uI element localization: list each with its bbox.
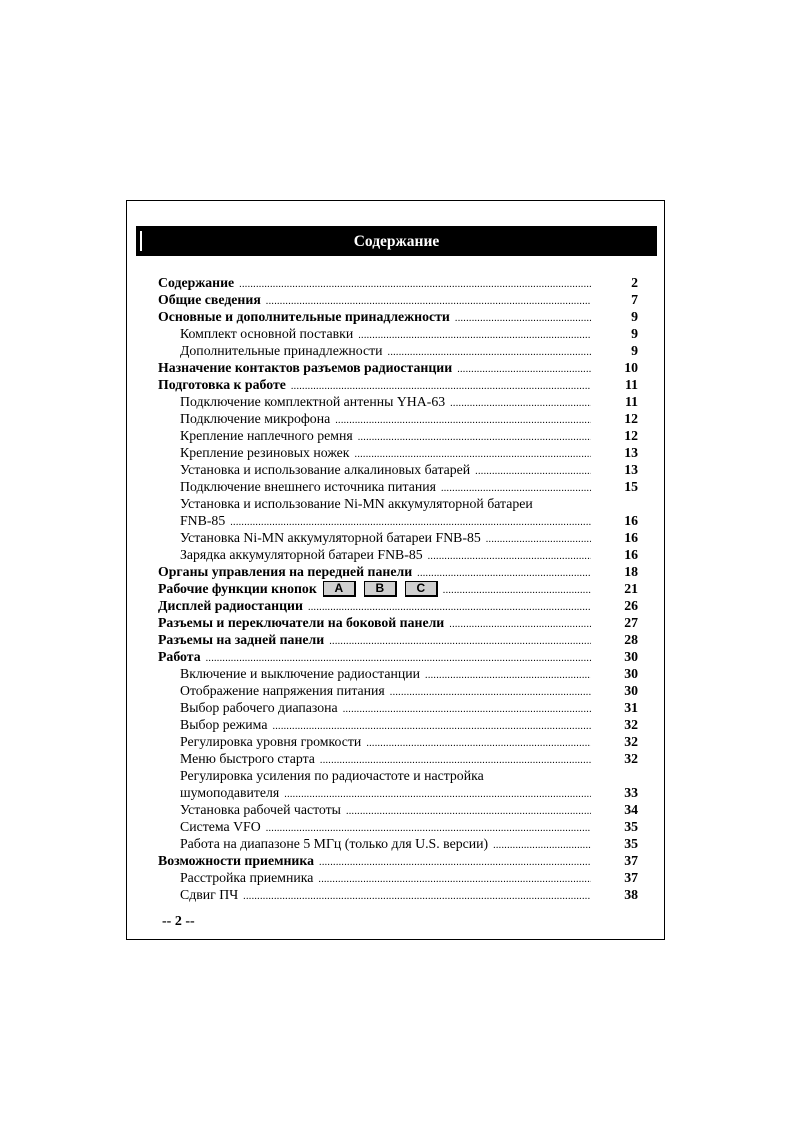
toc-entry-title: Зарядка аккумуляторной батареи FNB-85 [180, 547, 423, 562]
toc-entry-title: Подключение микрофона [180, 411, 331, 426]
toc-entry[interactable] [158, 682, 638, 699]
toc-entry-page-number: 37 [624, 853, 638, 868]
toc-entry[interactable] [158, 733, 638, 750]
toc-entry[interactable] [158, 342, 638, 359]
toc-entry-title: Основные и дополнительные принадлежности [158, 309, 450, 324]
toc-entry[interactable] [158, 648, 638, 665]
toc-entry-page-number: 13 [624, 445, 638, 460]
toc-entry-title: Расстройка приемника [180, 870, 314, 885]
toc-entry-title: Регулировка усиления по радиочастоте и настройка [180, 768, 484, 783]
toc-entry-title: Установка рабочей частоты [180, 802, 341, 817]
toc-entry[interactable] [158, 784, 638, 801]
toc-entry-page-number: 31 [624, 700, 638, 715]
toc-entry-title: Выбор режима [180, 717, 268, 732]
toc-entry[interactable] [158, 529, 638, 546]
toc-entry[interactable] [158, 801, 638, 818]
toc-entry-title: Подготовка к работе [158, 377, 286, 392]
toc-entry[interactable] [158, 767, 638, 784]
toc-entry-page-number: 32 [624, 734, 638, 749]
toc-entry-page-number: 9 [631, 309, 638, 324]
toc-entry-page-number: 12 [624, 428, 638, 443]
table-of-contents [158, 274, 638, 903]
toc-entry-title: Органы управления на передней панели [158, 564, 413, 579]
toc-entry[interactable] [158, 886, 638, 903]
toc-entry-title: Дисплей радиостанции [158, 598, 303, 613]
toc-entry-title: Установка и использование алкалиновых батарей [180, 462, 471, 477]
toc-entry[interactable] [158, 274, 638, 291]
toc-entry-page-number: 30 [624, 683, 638, 698]
toc-entry-page-number: 35 [624, 836, 638, 851]
toc-entry-page-number: 16 [624, 547, 638, 562]
page-number-footer: -- 2 -- [162, 914, 195, 929]
toc-entry[interactable] [158, 376, 638, 393]
toc-entry-title: Назначение контактов разъемов радиостанции [158, 360, 453, 375]
toc-entry[interactable] [158, 478, 638, 495]
toc-entry[interactable] [158, 308, 638, 325]
toc-entry[interactable] [158, 835, 638, 852]
toc-entry-title: Сдвиг ПЧ [180, 887, 239, 902]
toc-entry[interactable] [158, 818, 638, 835]
toc-entry[interactable] [158, 291, 638, 308]
toc-entry-page-number: 9 [631, 326, 638, 341]
toc-entry[interactable] [158, 750, 638, 767]
toc-entry[interactable] [158, 580, 638, 597]
toc-entry-title: Дополнительные принадлежности [180, 343, 383, 358]
toc-entry-page-number: 37 [624, 870, 638, 885]
toc-entry-title: Возможности приемника [158, 853, 315, 868]
toc-entry[interactable] [158, 665, 638, 682]
toc-entry[interactable] [158, 495, 638, 512]
toc-entry-page-number: 34 [624, 802, 638, 817]
toc-entry[interactable] [158, 461, 638, 478]
toc-entry-title: Крепление резиновых ножек [180, 445, 350, 460]
toc-entry-title: Работа на диапазоне 5 МГц (только для U.S. версии) [180, 836, 489, 851]
toc-entry[interactable] [158, 852, 638, 869]
toc-entry-page-number: 11 [624, 377, 638, 392]
toc-entry-page-number: 27 [624, 615, 638, 630]
toc-entry-title: Установка Ni-MN аккумуляторной батареи FNB-85 [180, 530, 481, 545]
toc-entry-page-number: 28 [624, 632, 638, 647]
toc-entry[interactable] [158, 597, 638, 614]
toc-entry-page-number: 13 [624, 462, 638, 477]
toc-entry[interactable] [158, 393, 638, 410]
toc-entry-title: Содержание [158, 275, 235, 290]
toc-header [136, 226, 657, 256]
toc-entry-page-number: 16 [624, 513, 638, 528]
toc-entry[interactable] [158, 410, 638, 427]
key-c-icon: C [405, 581, 438, 597]
toc-entry-page-number: 33 [624, 785, 638, 800]
toc-entry-title: Регулировка уровня громкости [180, 734, 362, 749]
toc-entry-page-number: 2 [631, 275, 638, 290]
toc-entry-page-number: 9 [631, 343, 638, 358]
toc-entry[interactable] [158, 614, 638, 631]
toc-entry-page-number: 15 [624, 479, 638, 494]
toc-entry-title: FNB-85 [180, 513, 226, 528]
toc-entry-title: Включение и выключение радиостанции [180, 666, 421, 681]
toc-entry-page-number: 38 [624, 887, 638, 902]
toc-entry-title: Крепление наплечного ремня [180, 428, 353, 443]
toc-entry-page-number: 7 [631, 292, 638, 307]
toc-entry-page-number: 32 [624, 717, 638, 732]
toc-entry-title: Подключение комплектной антенны YHA-63 [180, 394, 446, 409]
toc-entry-page-number: 21 [624, 581, 638, 596]
toc-entry[interactable] [158, 716, 638, 733]
toc-entry-page-number: 30 [624, 666, 638, 681]
key-b-icon: B [364, 581, 397, 597]
toc-entry-title: Работа [158, 649, 201, 664]
toc-entry-title: Общие сведения [158, 292, 261, 307]
toc-entry-title: Отображение напряжения питания [180, 683, 385, 698]
toc-entry-title: Установка и использование Ni-MN аккумуляторной батареи [180, 496, 533, 511]
toc-entry-page-number: 35 [624, 819, 638, 834]
toc-entry[interactable] [158, 427, 638, 444]
toc-entry-page-number: 11 [624, 394, 638, 409]
toc-entry[interactable] [158, 699, 638, 716]
toc-entry-page-number: 26 [624, 598, 638, 613]
toc-entry-title: шумоподавителя [180, 785, 280, 800]
toc-entry-title: Выбор рабочего диапазона [180, 700, 338, 715]
toc-entry[interactable] [158, 563, 638, 580]
toc-entry-title: Разъемы на задней панели [158, 632, 325, 647]
toc-entry[interactable] [158, 512, 638, 529]
key-buttons-group [323, 582, 438, 598]
toc-entry-title: Меню быстрого старта [180, 751, 315, 766]
page-title: Содержание [353, 233, 440, 250]
dot-leader [243, 888, 591, 905]
toc-entry-page-number: 32 [624, 751, 638, 766]
toc-entry-page-number: 12 [624, 411, 638, 426]
toc-entry-title: Разъемы и переключатели на боковой панели [158, 615, 445, 630]
toc-entry-page-number: 10 [624, 360, 638, 375]
toc-entry-page-number: 18 [624, 564, 638, 579]
toc-entry-title: Подключение внешнего источника питания [180, 479, 436, 494]
toc-entry-page-number: 30 [624, 649, 638, 664]
toc-entry[interactable] [158, 325, 638, 342]
toc-entry[interactable] [158, 869, 638, 886]
toc-entry[interactable] [158, 546, 638, 563]
toc-entry-page-number: 16 [624, 530, 638, 545]
toc-entry-title: Система VFO [180, 819, 261, 834]
toc-entry[interactable] [158, 359, 638, 376]
key-a-icon: A [323, 581, 356, 597]
toc-entry[interactable] [158, 631, 638, 648]
toc-entry-title: Комплект основной поставки [180, 326, 354, 341]
toc-entry[interactable] [158, 444, 638, 461]
toc-entry-title: Рабочие функции кнопок [158, 581, 317, 596]
